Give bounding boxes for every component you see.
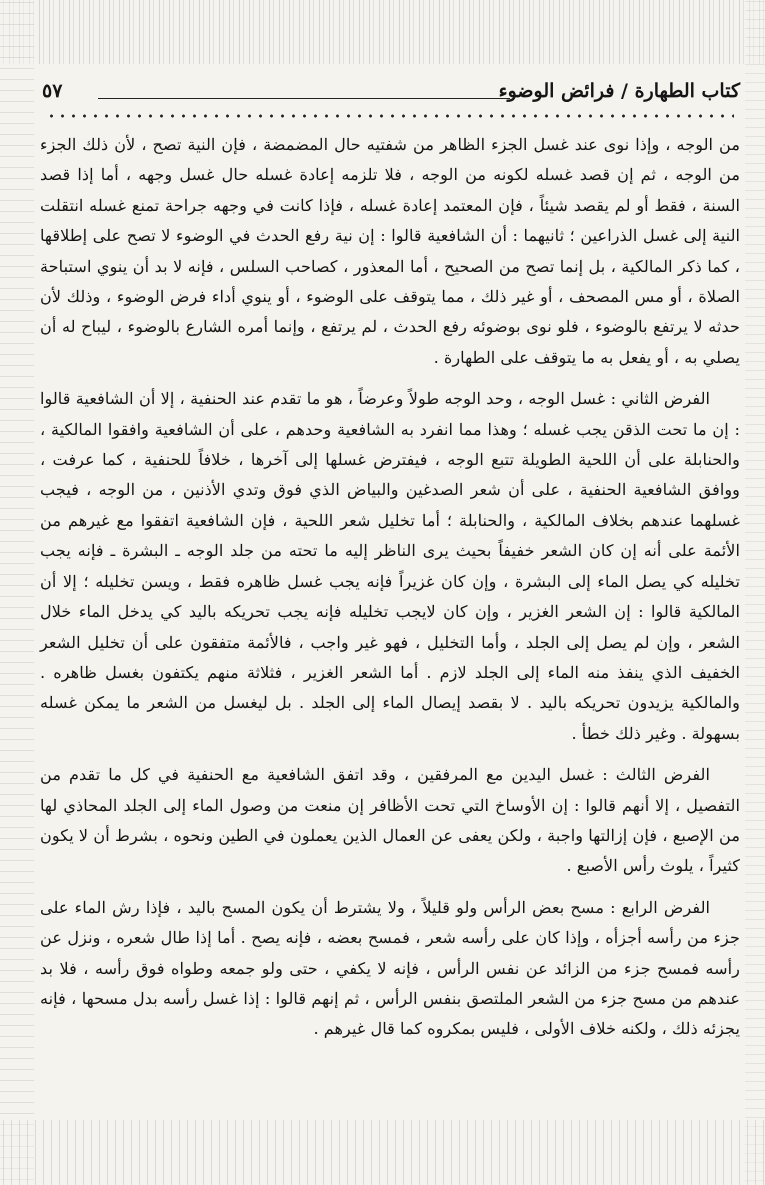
- scan-border-left: [0, 0, 34, 1185]
- paragraph-fourth-obligation: الفرض الرابع : مسح بعض الرأس ولو قليلاً ، ولا يشترط أن يكون المسح باليد ، فإذا رش الماء على جزء من رأسه أجزأه ، وإذا كان على رأسه شعر ، فمسح بعضه ، فإنه يصح . أما إذا طال شعره ، ونزل عن رأسه فمسح جزء من الزائد عن نفس الرأس ، فإنه لا يكفي ، حتى ولو جمعه وطواه فوق رأسه ، فلا بد عندهم من مسح جزء من الشعر الملتصق بنفس الرأس ، ثم إنهم قالوا : إذا غسل رأسه بدل مسحها ، فإنه يجزئه ذلك ، ولكنه خلاف الأولى ، فليس بمكروه كما قال غيرهم .: [40, 897, 740, 1039]
- running-header: [40, 72, 740, 106]
- paragraph-second-obligation: الفرض الثاني : غسل الوجه ، وحد الوجه طولاً وعرضاً ، هو ما تقدم عند الحنفية ، إلا أن الشافعية قالوا : إن ما تحت الذقن يجب غسله ؛ وهذا مما انفرد به الشافعية وحدهم ، على أن الشافعية وافقوا المالكية ، والحنابلة على أن اللحية الطويلة تتبع الوجه ، فيفترض غسلها إلى آخرها ، خلافاً للحنفية ، كما عرفت ، ووافق الشافعية الحنفية ، على أن شعر الصدغين والبياض الذي فوق وتدي الأذنين ، من الوجه ، فيجب غسلهما عندهم بخلاف المالكية ، والحنابلة ؛ أما تخليل شعر اللحية ، فإن الشافعية اتفقوا مع غيرهم من الأئمة على أنه إن كان الشعر خفيفاً بحيث يرى الناظر إليه ما تحته من جلد الوجه ـ البشرة ـ فإنه يجب تخليله كي يصل الماء إلى البشرة ، وإن كان غزيراً فإنه يجب غسل ظاهره فقط ، ويسن تخليله ؛ إلا أن المالكية قالوا : إن الشعر الغزير ، وإن كان لايجب تخليله فإنه يجب تحريكه باليد كي يدخل الماء خلال الشعر ، وإن لم يصل إلى الجلد ، وأما التخليل ، فهو غير واجب ، فالأئمة متفقون على أن تخليل الشعر الخفيف الذي ينفذ منه الماء إلى الجلد لازم . أما الشعر الغزير ، فثلاثة منهم يكتفون بغسل ظاهره . والمالكية يزيدون تحريكه باليد . لا بقصد إيصال الماء إلى الجلد . بل ليغسل من الشعر ما يمكن غسله بسهولة . وغير ذلك خطأ .: [40, 389, 740, 743]
- scan-border-top: [0, 0, 765, 64]
- scan-border-right: [745, 0, 765, 1185]
- page-body: [40, 130, 740, 1045]
- dotted-separator: [46, 112, 734, 120]
- book-page: [40, 72, 740, 1112]
- header-rule: [98, 98, 510, 99]
- scan-border-bottom: [0, 1120, 765, 1185]
- paragraph-third-obligation: الفرض الثالث : غسل اليدين مع المرفقين ، وقد اتفق الشافعية مع الحنفية في كل ما تقدم من التفصيل ، إلا أنهم قالوا : إن الأوساخ التي تحت الأظافر إن منعت من وصول الماء إلى الجلد المحاذي لها من الإصبع ، فإن إزالتها واجبة ، ولكن يعفى عن العمال الذين يعملون في الطين ونحوه ، بشرط أن لا يكون كثيراً ، يلوث رأس الأصبع .: [40, 765, 740, 876]
- header-title: كتاب الطهارة / فرائض الوضوء: [498, 80, 740, 102]
- paragraph-continuation: من الوجه ، وإذا نوى عند غسل الجزء الظاهر من شفتيه حال المضمضة ، فإن النية تصح ، لأن ذلك الجزء من الوجه ، ثم إن قصد غسله لكونه من الوجه ، فلا تلزمه إعادة غسله حال غسل وجهه ، أما إذا قصد السنة ، فقط أو لم يقصد شيئاً ، فإن المعتمد إعادة غسله ، فإذا كانت في وجهه جراحة تمنع غسله انتقلت النية إلى غسل الذراعين ؛ ثانيهما : أن الشافعية قالوا : إن نية رفع الحدث في الوضوء لا تصح على إطلاقها ، كما ذكر المالكية ، بل إنما تصح من الصحيح ، أما المعذور ، كصاحب السلس ، فإنه لا بد أن ينوي استباحة الصلاة ، أو مس المصحف ، أو غير ذلك ، مما يتوقف على الوضوء ، أو ينوي أداء فرض الوضوء ، وذلك لأن حدثه لا يرتفع بالوضوء ، فلو نوى بوضوئه رفع الحدث ، لم يرتفع ، وإنما أمره الشارع بالوضوء ، ليباح له أن يصلي به ، أو يفعل به ما يتوقف على الطهارة .: [40, 135, 740, 367]
- page-number: ٥٧: [42, 80, 63, 102]
